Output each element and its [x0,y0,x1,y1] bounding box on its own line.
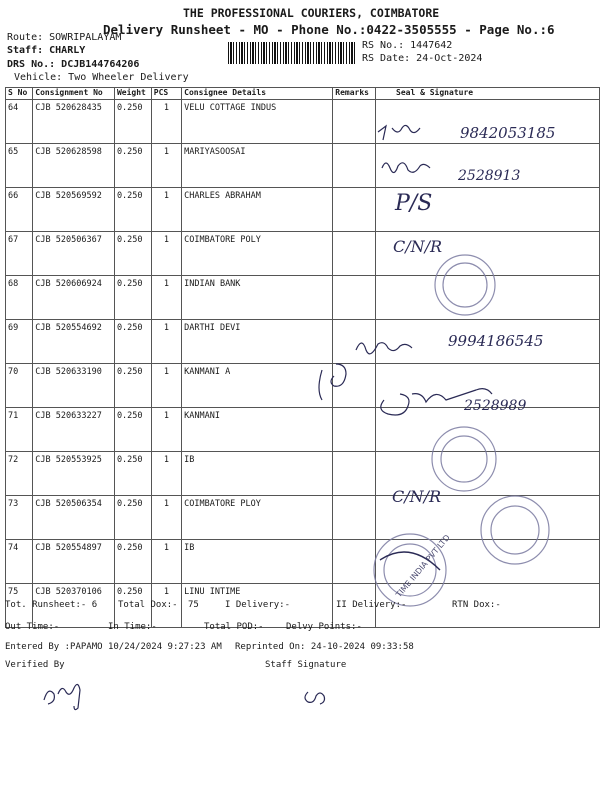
cell-consignment-no: CJB 520628598 [33,144,115,188]
signature-scribble-69 [356,343,412,354]
cell-consignee: INDIAN BANK [182,276,333,320]
cell-sno: 67 [6,232,33,276]
seal-stamp-72 [432,427,496,491]
cell-consignment-no: CJB 520506354 [33,496,115,540]
cell-consignment-no: CJB 520554692 [33,320,115,364]
cell-sno: 75 [6,584,33,628]
col-seal-signature: Seal & Signature [376,88,600,100]
cell-consignee: IB [182,540,333,584]
cell-pcs: 1 [151,408,181,452]
cell-consignee: DARTHI DEVI [182,320,333,364]
cell-sno: 64 [6,100,33,144]
entered-by: Entered By :PAPAMO 10/24/2024 9:27:23 AM [5,642,222,652]
cell-pcs: 1 [151,188,181,232]
col-weight: Weight [114,88,151,100]
cell-weight: 0.250 [114,584,151,628]
cell-pcs: 1 [151,584,181,628]
company-stamp-text: TIME INDIA PVT LTD [394,533,452,600]
cnr-handwriting-73: C/N/R [392,487,442,506]
cell-consignee: VELU COTTAGE INDUS [182,100,333,144]
cell-weight: 0.250 [114,496,151,540]
cell-consignee: KANMANI [182,408,333,452]
cell-weight: 0.250 [114,452,151,496]
cell-consignment-no: CJB 520606924 [33,276,115,320]
cell-consignee: IB [182,452,333,496]
cell-consignment-no: CJB 520633227 [33,408,115,452]
cell-pcs: 1 [151,320,181,364]
delvy-points: Delvy Points:- [286,622,362,632]
cell-consignment-no: CJB 520628435 [33,100,115,144]
phone-handwriting-64: 9842053185 [460,124,556,142]
cnr-handwriting-67: C/N/R [393,237,443,256]
cell-sno: 66 [6,188,33,232]
cell-weight: 0.250 [114,408,151,452]
cell-weight: 0.250 [114,540,151,584]
i-delivery: I Delivery:- [225,600,291,610]
cell-consignment-no: CJB 520569592 [33,188,115,232]
route-label: Route: SOWRIPALAYAM [7,32,122,43]
cell-weight: 0.250 [114,188,151,232]
cell-consignee: CHARLES ABRAHAM [182,188,333,232]
cell-consignment-no: CJB 520370106 [33,584,115,628]
cell-sno: 73 [6,496,33,540]
cell-pcs: 1 [151,540,181,584]
cell-pcs: 1 [151,100,181,144]
cell-weight: 0.250 [114,320,151,364]
cell-sno: 68 [6,276,33,320]
col-consignee: Consignee Details [182,88,333,100]
rs-number: RS No.: 1447642 [362,40,453,51]
cell-sno: 65 [6,144,33,188]
runsheet-title: THE PROFESSIONAL COURIERS, COIMBATORE [183,6,440,20]
cell-pcs: 1 [151,232,181,276]
ii-delivery: II Delivery:- [336,600,407,610]
verified-by-label: Verified By [5,660,65,670]
cell-consignment-no: CJB 520553925 [33,452,115,496]
col-consignment: Consignment No [33,88,115,100]
total-pod: Total POD:- [204,622,264,632]
reprinted-on: Reprinted On: 24-10-2024 09:33:58 [235,642,414,652]
cell-sno: 70 [6,364,33,408]
cell-weight: 0.250 [114,100,151,144]
cell-consignee: COIMBATORE PLOY [182,496,333,540]
cell-pcs: 1 [151,364,181,408]
cell-consignment-no: CJB 520506367 [33,232,115,276]
cell-pcs: 1 [151,144,181,188]
cell-sno: 69 [6,320,33,364]
phone-handwriting-65: 2528913 [458,168,521,184]
cell-sno: 71 [6,408,33,452]
cell-weight: 0.250 [114,364,151,408]
signature-scribble-65 [382,163,430,173]
phone-handwriting-69: 9994186545 [448,332,544,350]
cell-sno: 74 [6,540,33,584]
cell-pcs: 1 [151,452,181,496]
cell-weight: 0.250 [114,232,151,276]
cell-consignment-no: CJB 520554897 [33,540,115,584]
staff-signature-scribble [305,692,325,704]
seal-stamp-68 [435,255,495,315]
tot-runsheet: Tot. Runsheet:- 6 [5,600,98,610]
cell-weight: 0.250 [114,276,151,320]
ps-handwriting-66: P/S [395,191,433,216]
runsheet-subtitle: Delivery Runsheet - MO - Phone No.:0422-3505555 - Page No.:6 [103,22,555,37]
signature-scribble-70 [319,364,346,400]
rs-date: RS Date: 24-Oct-2024 [362,53,483,64]
drs-number: DRS No.: DCJB144764206 [7,59,140,70]
phone-handwriting-71: 2528989 [464,398,527,414]
col-sno: S No [6,88,33,100]
cell-consignee: MARIYASOOSAI [182,144,333,188]
cell-consignee: COIMBATORE POLY [182,232,333,276]
col-remarks: Remarks [333,88,376,100]
in-time: In Time:- [108,622,157,632]
cell-consignment-no: CJB 520633190 [33,364,115,408]
cell-sno: 72 [6,452,33,496]
cell-weight: 0.250 [114,144,151,188]
cell-consignee: LINU INTIME [182,584,333,628]
rtn-dox: RTN Dox:- [452,600,501,610]
staff-signature-label: Staff Signature [265,660,347,670]
verified-by-signature [44,684,80,709]
cell-pcs: 1 [151,276,181,320]
total-dox: Total Dox:- [118,600,178,610]
col-pcs: PCS [151,88,181,100]
vehicle-label: Vehicle: Two Wheeler Delivery [14,72,189,83]
total-dox-value: 75 [188,600,199,610]
signature-scribble-64 [378,125,420,140]
cell-pcs: 1 [151,496,181,540]
out-time: Out Time:- [5,622,60,632]
cell-consignee: KANMANI A [182,364,333,408]
staff-label: Staff: CHARLY [7,45,86,56]
